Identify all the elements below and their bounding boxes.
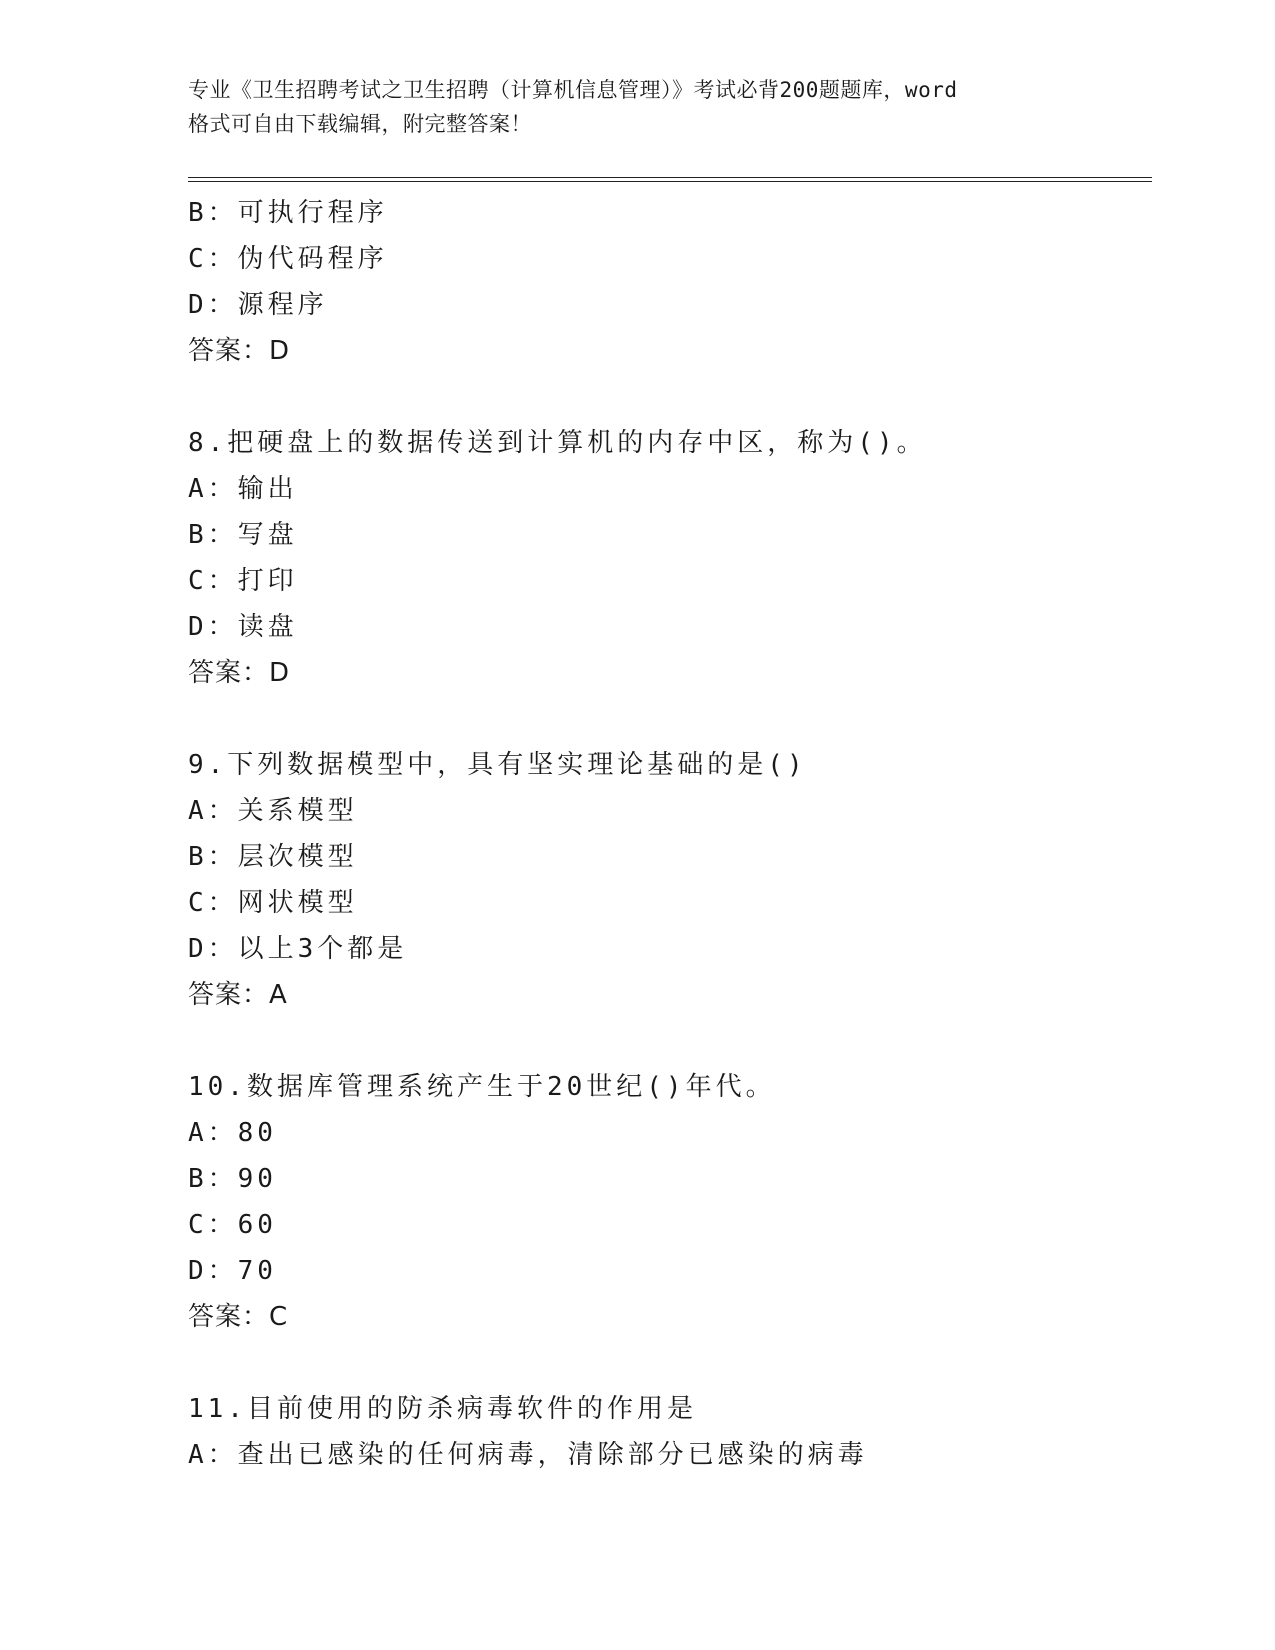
header-divider	[188, 177, 1152, 182]
option-a: A：关系模型	[188, 796, 358, 826]
question-stem: 9.下列数据模型中，具有坚实理论基础的是()	[188, 750, 807, 780]
document-header	[188, 73, 1088, 141]
option-a: A：输出	[188, 474, 298, 504]
spacer	[188, 374, 1148, 420]
question-7-continued	[188, 190, 1148, 374]
option-d: D：70	[188, 1256, 277, 1286]
option-c: C：60	[188, 1210, 277, 1240]
spacer	[188, 696, 1148, 742]
question-11	[188, 1386, 1148, 1478]
option-b: B：层次模型	[188, 842, 358, 872]
spacer	[188, 1018, 1148, 1064]
option-c: C：伪代码程序	[188, 244, 388, 274]
option-c: C：打印	[188, 566, 298, 596]
question-stem: 10.数据库管理系统产生于20世纪()年代。	[188, 1072, 776, 1102]
option-b: B：可执行程序	[188, 198, 388, 228]
header-title-line-1: 专业《卫生招聘考试之卫生招聘（计算机信息管理）》考试必背200题题库，word	[188, 78, 958, 102]
option-b: B：写盘	[188, 520, 298, 550]
option-c: C：网状模型	[188, 888, 358, 918]
answer-line: 答案：D	[188, 336, 291, 366]
question-9	[188, 742, 1148, 1018]
answer-line: 答案：C	[188, 1302, 289, 1332]
question-list	[188, 190, 1148, 1478]
question-10	[188, 1064, 1148, 1340]
header-title-line-2: 格式可自由下载编辑，附完整答案！	[188, 112, 532, 136]
option-d: D：以上3个都是	[188, 934, 408, 964]
answer-line: 答案：D	[188, 658, 291, 688]
option-a: A：查出已感染的任何病毒，清除部分已感染的病毒	[188, 1440, 868, 1470]
option-d: D：读盘	[188, 612, 298, 642]
question-stem: 11.目前使用的防杀病毒软件的作用是	[188, 1394, 697, 1424]
question-stem: 8.把硬盘上的数据传送到计算机的内存中区，称为()。	[188, 428, 927, 458]
question-8	[188, 420, 1148, 696]
answer-line: 答案：A	[188, 980, 288, 1010]
option-d: D：源程序	[188, 290, 328, 320]
option-a: A：80	[188, 1118, 277, 1148]
option-b: B：90	[188, 1164, 277, 1194]
spacer	[188, 1340, 1148, 1386]
